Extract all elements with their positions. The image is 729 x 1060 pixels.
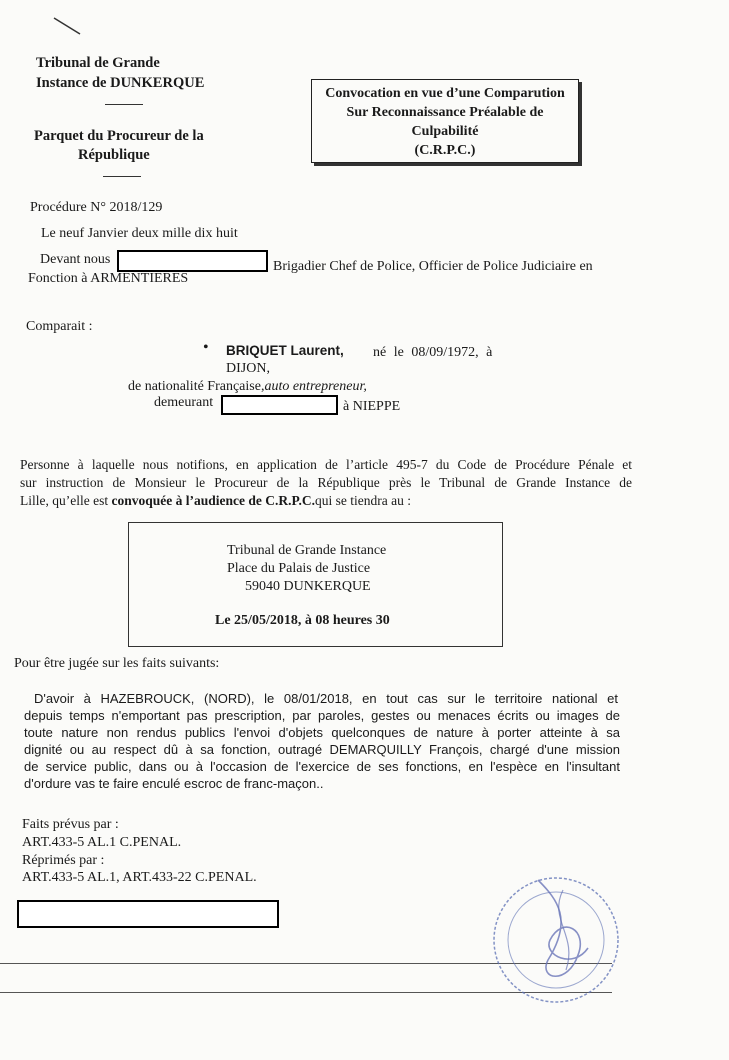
facts-line-3: toute nature non rendus publics l'envoi d'objets quelconques de nature à porter atteinte à sa <box>24 725 620 740</box>
header-divider <box>105 104 143 105</box>
hearing-datetime: Le 25/05/2018, à 08 heures 30 <box>215 613 390 628</box>
officer-location: Fonction à ARMENTIERES <box>28 271 189 286</box>
person-address-city: à NIEPPE <box>343 399 401 414</box>
notification-line1: Personne à laquelle nous notifions, en application de l’article 495-7 du Code de Procédure Pénale et <box>20 457 632 472</box>
officer-title: Brigadier Chef de Police, Officier de Police Judiciaire en <box>273 259 593 274</box>
hearing-court: Tribunal de Grande Instance <box>227 543 387 558</box>
person-birth: né le 08/09/1972, à <box>373 345 493 360</box>
pen-mark-icon <box>48 14 88 38</box>
date-line: Le neuf Janvier deux mille dix huit <box>41 226 238 241</box>
court-name-line1: Tribunal de Grande <box>36 55 160 71</box>
notification-line3 <box>20 492 411 509</box>
court-name-line2: Instance de DUNKERQUE <box>36 75 205 91</box>
title-line2: Sur Reconnaissance Préalable de <box>346 105 544 120</box>
official-stamp-icon <box>478 860 628 1010</box>
convocation-title-box <box>311 79 579 163</box>
redaction-officer-name <box>117 250 268 272</box>
redaction-address <box>221 395 338 415</box>
person-nationality: de nationalité Française, <box>128 379 265 394</box>
person-profession: auto entrepreneur, <box>264 379 367 394</box>
facts-line-4: dignité ou au respect dû à sa fonction, outragé DEMARQUILLY François, chargé d'une mission <box>24 742 620 757</box>
notification-line3-bold: convoquée à l’audience de C.R.P.C. <box>111 493 315 508</box>
hearing-place: Place du Palais de Justice <box>227 561 371 576</box>
parquet-line1: Parquet du Procureur de la <box>34 128 204 144</box>
reprimes-label: Réprimés par : <box>22 853 105 868</box>
reprimes-articles: ART.433-5 AL.1, ART.433-22 C.PENAL. <box>22 870 257 885</box>
facts-line-2: depuis temps n'emportant pas prescription, par paroles, gestes ou menaces écrits ou images de <box>24 708 620 723</box>
bullet-icon: • <box>203 339 209 356</box>
title-line1: Convocation en vue d’une Comparution <box>325 86 565 101</box>
redaction-signature-name <box>17 900 279 928</box>
person-birthplace: DIJON, <box>226 361 270 376</box>
notification-line3-end: qui se tiendra au : <box>314 493 411 508</box>
facts-line-5: de service public, dans ou à l'occasion de l'exercice de ses fonctions, en l'espèce en l'insultant <box>24 759 620 774</box>
facts-intro: Pour être jugée sur les faits suivants: <box>14 656 220 671</box>
prevus-label: Faits prévus par : <box>22 817 119 832</box>
person-name: BRIQUET Laurent, <box>226 343 344 358</box>
facts-line-6: d'ordure vas te faire enculé escroc de franc-maçon.. <box>24 776 324 791</box>
prevus-articles: ART.433-5 AL.1 C.PENAL. <box>22 835 182 850</box>
comparait-label: Comparait : <box>26 319 93 334</box>
procedure-number: Procédure N° 2018/129 <box>30 200 163 215</box>
notification-line3-start: Lille, qu’elle est <box>20 493 112 508</box>
facts-line-1: D'avoir à HAZEBROUCK, (NORD), le 08/01/2018, en tout cas sur le territoire national et <box>34 691 618 706</box>
person-address-before: demeurant <box>154 395 214 410</box>
officer-before: Devant nous <box>40 252 111 267</box>
title-line3: Culpabilité <box>411 124 479 139</box>
notification-line2: sur instruction de Monsieur le Procureur de la République près le Tribunal de Grande Instance de <box>20 475 632 490</box>
person-nationality-line <box>128 378 367 395</box>
hearing-city: 59040 DUNKERQUE <box>245 579 371 594</box>
title-line4: (C.R.P.C.) <box>414 143 476 158</box>
parquet-divider <box>103 176 141 177</box>
parquet-line2: République <box>78 147 150 163</box>
